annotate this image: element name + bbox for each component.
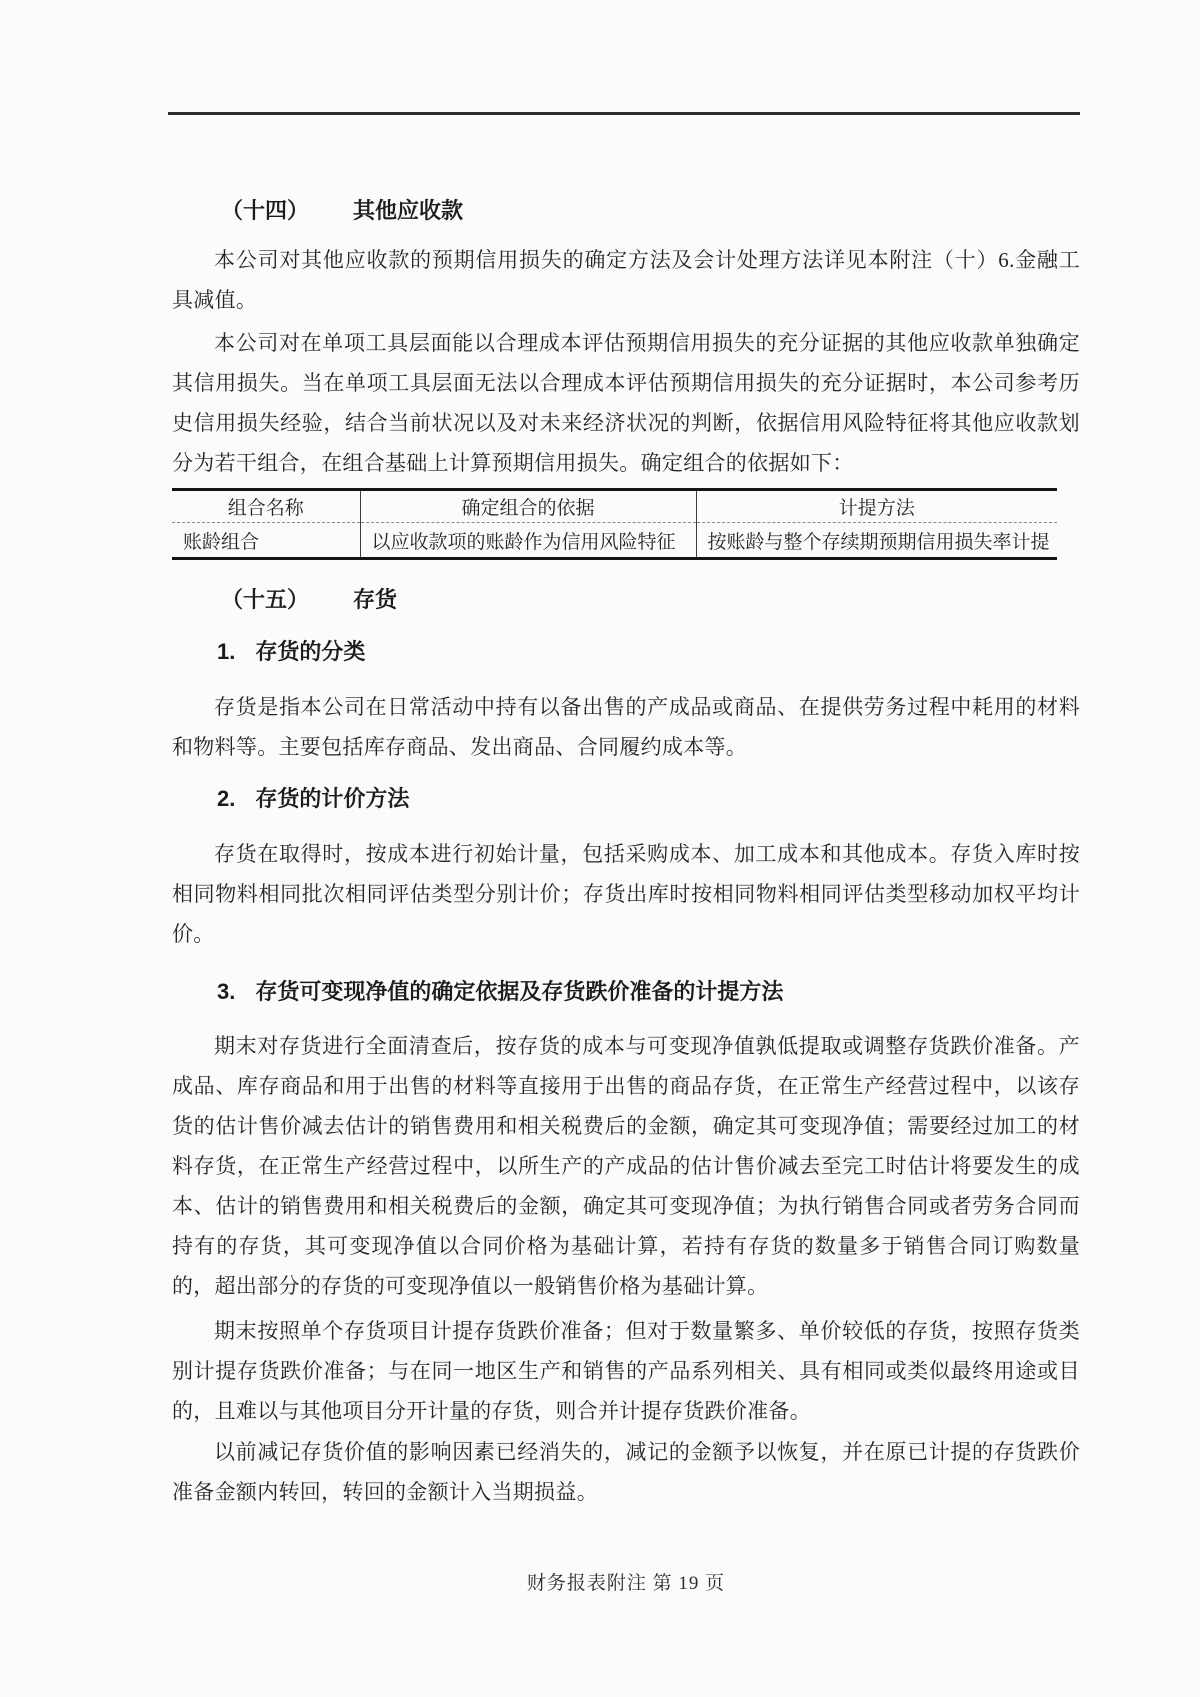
header-group-name: 组合名称	[227, 498, 304, 519]
para-credit-loss-grouping: 本公司对在单项工具层面能以合理成本评估预期信用损失的充分证据的其他应收款单独确定其信用损失。当在单项工具层面无法以合理成本评估预期信用损失的充分证据时，本公司参考历史信用损失经验，结合当前状况以及对未来经济状况的判断，依据信用风险特征将其他应收款划分为若干组合，在组合基础上计算预期信用损失。确定组合的依据如下：	[172, 331, 1080, 475]
subsection-3-title: 存货可变现净值的确定依据及存货跌价准备的计提方法	[255, 979, 784, 1004]
cell-provision-method: 按账龄与整个存续期预期信用损失率计提	[696, 523, 1057, 559]
section-14-number: （十四）	[221, 198, 310, 223]
para-nrv-determination: 期末对存货进行全面清查后，按存货的成本与可变现净值孰低提取或调整存货跌价准备。产成品、库存商品和用于出售的材料等直接用于出售的商品存货，在正常生产经营过程中，以该存货的估计售价减去估计的销售费用和相关税费后的金额，确定其可变现净值；需要经过加工的材料存货，在正常生产经营过程中，以所生产的产成品的估计售价减去至完工时估计将要发生的成本、估计的销售费用和相关税费后的金额，确定其可变现净值；为执行销售合同或者劳务合同而持有的存货，其可变现净值以合同价格为基础计算，若持有存货的数量多于销售合同订购数量的，超出部分的存货的可变现净值以一般销售价格为基础计算。	[172, 1034, 1080, 1298]
subsection-3-heading	[217, 977, 1080, 1007]
section-15-title: 存货	[353, 587, 398, 612]
table-row	[172, 523, 1057, 559]
subsection-2-title: 存货的计价方法	[255, 786, 410, 811]
para-inventory-valuation: 存货在取得时，按成本进行初始计量，包括采购成本、加工成本和其他成本。存货入库时按相同物料相同批次相同评估类型分别计价；存货出库时按相同物料相同评估类型移动加权平均计价。	[172, 842, 1080, 946]
subsection-2-number: 2.	[217, 786, 236, 811]
subsection-1-number: 1.	[217, 639, 236, 664]
page-footer: 财务报表附注 第 19 页	[526, 1573, 726, 1594]
section-14-heading	[221, 196, 1080, 226]
section-15-heading	[221, 585, 1080, 615]
page-content	[172, 0, 1080, 1512]
subsection-3-number: 3.	[217, 979, 236, 1004]
cell-group-name: 账龄组合	[183, 531, 260, 553]
credit-risk-grouping-table	[172, 488, 1057, 560]
subsection-1-heading	[217, 637, 1080, 667]
cell-grouping-basis: 以应收款项的账龄作为信用风险特征	[360, 523, 696, 559]
para-other-receivables-ecl: 本公司对其他应收款的预期信用损失的确定方法及会计处理方法详见本附注（十）6.金融工具减值。	[172, 248, 1080, 312]
header-provision-method: 计提方法	[696, 490, 1057, 523]
table-header-row	[172, 490, 1057, 523]
section-14-title: 其他应收款	[353, 198, 464, 223]
header-grouping-basis: 确定组合的依据	[360, 490, 696, 523]
para-inventory-classification: 存货是指本公司在日常活动中持有以备出售的产成品或商品、在提供劳务过程中耗用的材料和物料等。主要包括库存商品、发出商品、合同履约成本等。	[172, 695, 1080, 759]
subsection-2-heading	[217, 784, 1080, 814]
para-provision-by-item: 期末按照单个存货项目计提存货跌价准备；但对于数量繁多、单价较低的存货，按照存货类别计提存货跌价准备；与在同一地区生产和销售的产品系列相关、具有相同或类似最终用途或目的，且难以与其他项目分开计量的存货，则合并计提存货跌价准备。	[172, 1319, 1080, 1423]
section-15-number: （十五）	[221, 587, 310, 612]
para-provision-reversal: 以前减记存货价值的影响因素已经消失的，减记的金额予以恢复，并在原已计提的存货跌价准备金额内转回，转回的金额计入当期损益。	[172, 1440, 1080, 1504]
subsection-1-title: 存货的分类	[255, 639, 366, 664]
